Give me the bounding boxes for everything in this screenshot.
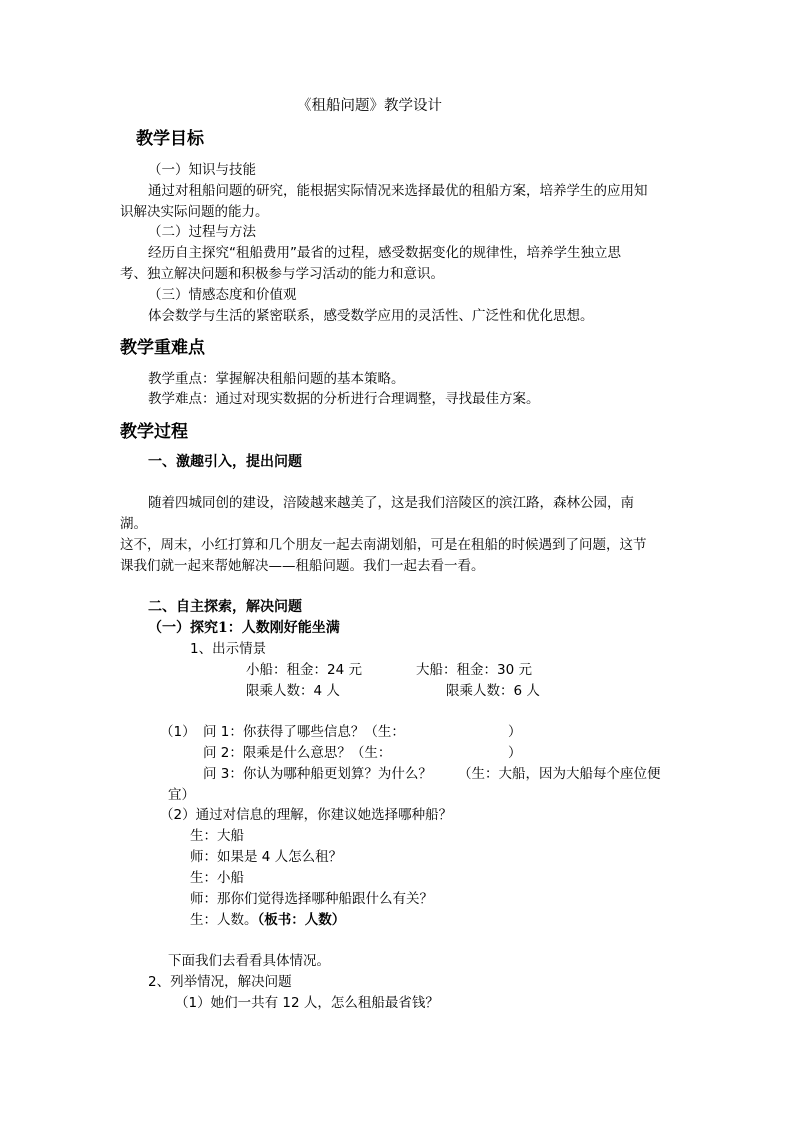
key-difficulty-text: 教学难点：通过对现实数据的分析进行合理调整，寻找最佳方案。 (148, 391, 540, 407)
question-3-answer: （生：大船，因为大船每个座位便 (458, 766, 661, 782)
board-note: （板书：人数） (257, 912, 346, 928)
step2-label: 2、列举情况，解决问题 (148, 974, 292, 990)
part1-heading: 一、激趣引入，提出问题 (148, 454, 302, 470)
paragraph-line: 课我们就一起来帮她解决——租船问题。我们一起去看一看。 (120, 558, 485, 574)
question-1: 问 1：你获得了哪些信息？（生： (203, 724, 405, 740)
dialogue-line: 师：如果是 4 人怎么租？ (190, 849, 343, 865)
document-title: 《租船问题》教学设计 (297, 98, 442, 114)
question-3-continuation: 宜） (168, 787, 195, 803)
big-boat-limit: 限乘人数：6 人 (446, 683, 540, 699)
question-1-close: ） (508, 724, 522, 740)
big-boat-price: 大船：租金：30 元 (416, 662, 532, 678)
paragraph-line: 体会数学与生活的紧密联系，感受数学应用的灵活性、广泛性和优化思想。 (148, 308, 594, 324)
small-boat-limit: 限乘人数：4 人 (246, 683, 340, 699)
dialogue-text: 生：人数。 (190, 912, 258, 928)
paragraph-line: 通过对租船问题的研究，能根据实际情况来选择最优的租船方案，培养学生的应用知 (148, 183, 648, 199)
subheading-process-methods: （二）过程与方法 (148, 224, 256, 240)
paragraph-line: 随着四城同创的建设，涪陵越来越美了，这是我们涪陵区的滨江路，森林公园，南 (148, 495, 634, 511)
heading-teaching-process: 教学过程 (120, 422, 188, 442)
transition-text: 下面我们去看看具体情况。 (168, 953, 330, 969)
paragraph-line: 湖。 (120, 516, 147, 532)
subheading-attitudes-values: （三）情感态度和价值观 (148, 287, 297, 303)
question-number-1: （1） (160, 724, 196, 740)
dialogue-line: 师：那你们觉得选择哪种船跟什么有关？ (190, 891, 433, 907)
dialogue-line: 生：小船 (190, 870, 244, 886)
paragraph-line: 考、独立解决问题和积极参与学习活动的能力和意识。 (120, 266, 444, 282)
step1-label: 1、出示情景 (190, 641, 267, 657)
explore1-heading: （一）探究1：人数刚好能坐满 (148, 620, 340, 636)
part2-heading: 二、自主探索，解决问题 (148, 599, 302, 615)
small-boat-price: 小船：租金：24 元 (246, 662, 362, 678)
subheading-knowledge-skills: （一）知识与技能 (148, 162, 256, 178)
dialogue-line (190, 910, 345, 930)
paragraph-line: 这不，周末，小红打算和几个朋友一起去南湖划船，可是在租船的时候遇到了问题，这节 (120, 537, 647, 553)
dialogue-line: 生：大船 (190, 828, 244, 844)
paragraph-line: 经历自主探究“租船费用”最省的过程，感受数据变化的规律性，培养学生独立思 (148, 245, 621, 261)
step2-question-1: （1）她们一共有 12 人，怎么租船最省钱？ (175, 995, 439, 1011)
question-3: 问 3：你认为哪种船更划算？为什么？ (203, 766, 432, 782)
heading-key-points: 教学重难点 (120, 338, 205, 358)
question-2: 问 2：限乘是什么意思？（生： (203, 745, 392, 761)
question-2-close: ） (508, 745, 522, 761)
heading-teaching-goals: 教学目标 (136, 129, 204, 149)
key-focus-text: 教学重点：掌握解决租船问题的基本策略。 (148, 371, 405, 387)
paragraph-line: 识解决实际问题的能力。 (120, 204, 269, 220)
question-2-prompt: （2）通过对信息的理解，你建议她选择哪种船？ (160, 807, 453, 823)
